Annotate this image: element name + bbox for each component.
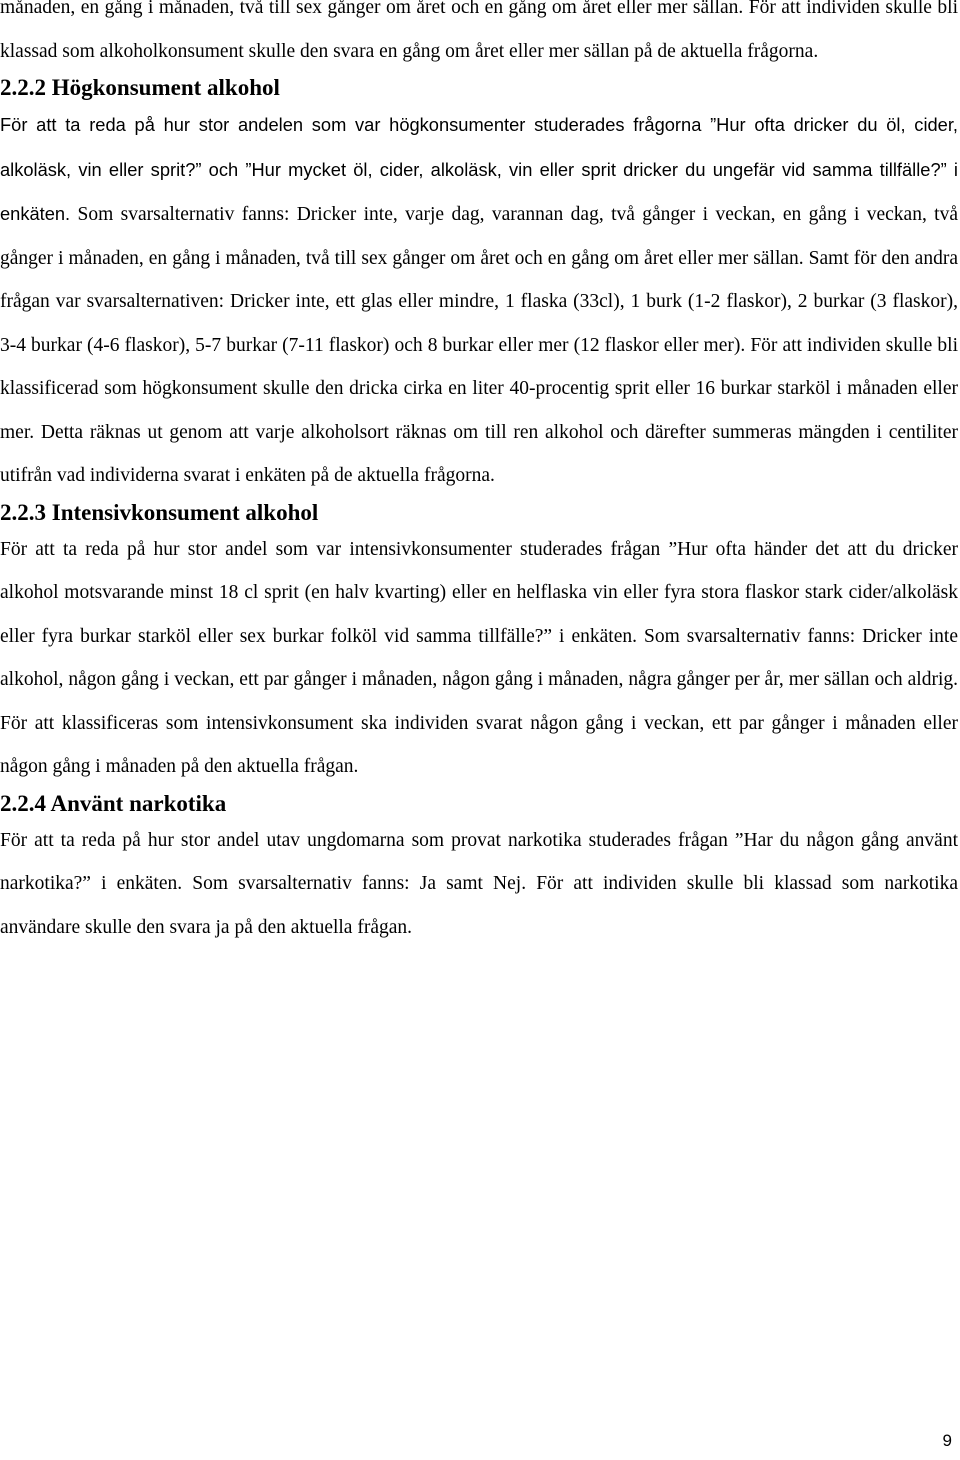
paragraph-narkotika: För att ta reda på hur stor andel utav ungdomarna som provat narkotika studerades frågan ”Har du någon gång använt narkotika?” i enkäten. Som svarsalternativ fanns: Ja samt Nej. För att individen skulle bli klassad som narkotika användare skulle den svara ja på den aktuella frågan. xyxy=(0,829,958,938)
section-heading-2-2-3: 2.2.3 Intensivkonsument alkohol xyxy=(0,499,319,525)
paragraph-hogkonsument xyxy=(0,103,958,498)
intro-paragraph: månaden, en gång i månaden, två till sex gånger om året och en gång om året eller mer sällan. För att individen skulle bli klassad som alkoholkonsument skulle den svara en gång om året eller mer sällan på de aktuella frågorna. xyxy=(0,0,958,62)
section-heading-2-2-4: 2.2.4 Använt narkotika xyxy=(0,790,227,816)
paragraph-hogkonsument-question: För att ta reda på hur stor andelen som var högkonsumenter studerades frågorna ”Hur ofta dricker du öl, cider, alkoläsk, vin eller sprit?” och ”Hur mycket öl, cider, alkoläsk, vin eller sprit dricker du ungefär vid samma tillfälle?” i enkäten. xyxy=(0,114,958,224)
section-heading-2-2-2: 2.2.2 Högkonsument alkohol xyxy=(0,75,280,100)
page-number: 9 xyxy=(942,1431,952,1450)
paragraph-hogkonsument-body: Som svarsalternativ fanns: Dricker inte, varje dag, varannan dag, två gånger i veckan, en gång i veckan, två gånger i månaden, en gång i månaden, två till sex gånger om året och en gång om året eller mer sällan. Samt för den andra frågan var svarsalternativen: Dricker inte, ett glas eller mindre, 1 flaska (33cl), 1 burk (1-2 flaskor), 2 burkar (3 flaskor), 3-4 burkar (4-6 flaskor), 5-7 burkar (7-11 flaskor) och 8 burkar eller mer (12 flaskor eller mer). För att individen skulle bli klassificerad som högkonsument skulle den dricka cirka en liter 40-procentig sprit eller 16 burkar starköl i månaden eller mer. Detta räknas ut genom att varje alkoholsort räknas om till ren alkohol och därefter summeras mängden i centiliter utifrån vad individerna svarat i enkäten på de aktuella frågorna. xyxy=(0,204,959,486)
paragraph-intensivkonsument: För att ta reda på hur stor andel som var intensivkonsumenter studerades frågan ”Hur ofta händer det att du dricker alkohol motsvarande minst 18 cl sprit (en halv kvarting) eller en helflaska vin eller fyra stora flaskor stark cider/alkoläsk eller fyra burkar starköl eller sex burkar folköl vid samma tillfälle?” i enkäten. Som svarsalternativ fanns: Dricker inte alkohol, någon gång i veckan, ett par gånger i månaden, någon gång i månaden, några gånger per år, mer sällan och aldrig. För att klassificeras som intensivkonsument ska individen svarat någon gång i veckan, ett par gånger i månaden eller någon gång i månaden på den aktuella frågan. xyxy=(0,538,958,777)
